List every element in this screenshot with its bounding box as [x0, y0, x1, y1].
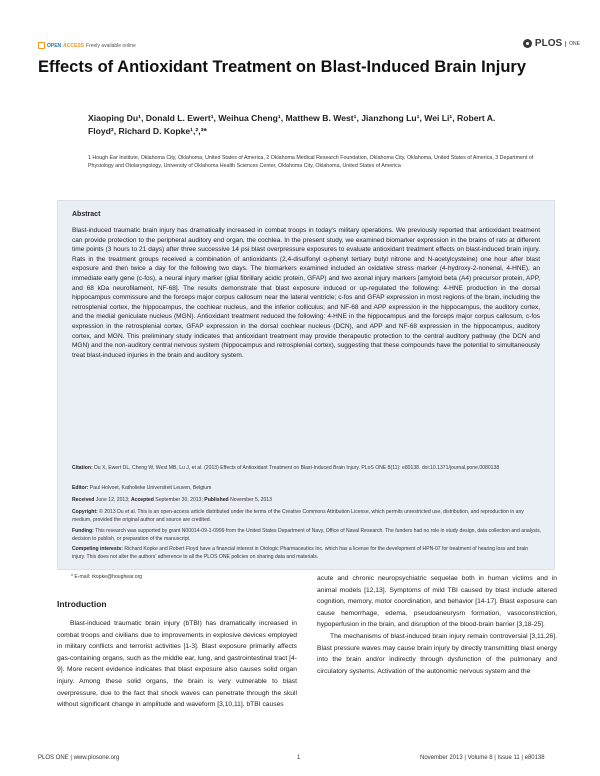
- citation: [72, 465, 542, 473]
- received-date: June 12, 2013;: [95, 497, 130, 503]
- funding: [72, 528, 542, 543]
- abstract-text: Blast-induced traumatic brain injury has dramatically increased in combat troops in today's military operations. We previously reported that antioxidant treatment can provide protection to the peripheral auditory end organ, the cochlea. In the present study, we examined biomarker expression in the brains of rats at different time points (3 hours to 21 days) after three successive 14 psi blast overpressure exposures to evaluate antioxidant treatment effects on blast-induced brain injury. Rats in the treatment groups received a combination of antioxidants (2,4-disulfonyl α-phenyl tertiary butyl nitrone and N-acetylcysteine) one hour after blast exposure and then twice a day for the following two days. The biomarkers examined included an oxidative stress marker (4-hydroxy-2-nonenal, 4-HNE), an immediate early gene (c-fos), a neural injury marker (glial fibrillary acidic protein, GFAP) and two axonal injury markers [amyloid beta (A4) precursor protein, APP, and 68 kDa neurofilament, NF-68]. The results demonstrate that blast exposure induced or up-regulated the following: 4-HNE production in the dorsal hippocampus commissure and the forceps major corpus callosum near the lateral ventricle; c-fos and GFAP expression in most regions of the brain, including the retrosplenial cortex, the hippocampus, the cochlear nucleus, and the inferior colliculus; and NF-68 and APP expression in the hippocampus, the auditory cortex, and the medial geniculate nucleus (MGN). Antioxidant treatment reduced the following: 4-HNE in the hippocampus and the forceps major corpus callosum, c-fos expression in the retrosplenial cortex, GFAP expression in the dorsal cochlear nucleus (DCN), and APP and NF-68 expression in the hippocampus, auditory cortex, and MGN. This preliminary study indicates that antioxidant treatment may provide therapeutic protection to the central auditory pathway (the DCN and MGN) and the non-auditory central nervous system (hippocampus and retrosplenial cortex), suggesting that these compounds have the potential to simultaneously treat blast-induced injuries in the brain and auditory system.: [72, 227, 540, 359]
- copyright: [72, 509, 542, 524]
- corresponding-email[interactable]: * E-mail: rkopke@houghear.org: [71, 574, 143, 580]
- funding-label: Funding:: [72, 528, 94, 534]
- free-label: Freely available online: [86, 42, 136, 49]
- published-label: Published: [204, 497, 229, 503]
- accepted-date: September 30, 2013;: [155, 497, 203, 503]
- open-access-badge: [38, 42, 136, 49]
- plos-logo-icon: [523, 39, 532, 48]
- intro-column-1: Blast-induced traumatic brain injury (bTBI) has dramatically increased in combat troops and civilians due to improvements in explosive devices employed in military conflicts and terrorist activities [1-3]. Blast exposure primarily affects gas-containing organs, such as the middle ear, lung, and gastrointestinal tract [4-9]. More recent evidence indicates that blast exposure also causes solid organ injury. Among these solid organs, the brain is very vulnerable to blast overpressure, due to the fact that shock waves can penetrate through the skull without significant change in amplitude and waveform [3,10,11]. bTBI causes: [57, 620, 297, 709]
- copyright-text: © 2013 Du et al. This is an open-access article distributed under the terms of the Creative Commons Attribution License, which permits unrestricted use, distribution, and reproduction in any medium, provided the original author and source are credited.: [72, 509, 524, 523]
- citation-text: Du X, Ewert DL, Cheng W, West MB, Lu J, et al. (2013) Effects of Antioxidant Treatment on Blast-Induced Brain Injury. PLoS ONE 8(11): e80138. doi:10.1371/journal.pone.0080138: [94, 465, 500, 471]
- author-list: [88, 112, 558, 138]
- footer-journal[interactable]: PLOS ONE | www.plosone.org: [38, 755, 120, 761]
- dates: [72, 497, 542, 505]
- author-line-1: Xiaoping Du¹, Donald L. Ewert¹, Weihua Cheng¹, Matthew B. West¹, Jianzhong Lu¹, Wei Li¹, Robert A.: [88, 113, 496, 123]
- published-date: November 5, 2013: [230, 497, 272, 503]
- intro-paragraph-continued: acute and chronic neuropsychiatric sequelae both in human victims and in animal models [12,13]. Symptoms of mild TBI caused by blast include altered cognition, memory, motor coordination, and behavior [14-17]. Blast exposure can cause hemorrhage, edema, pseudoaneurysm formation, vasoconstriction, hypoperfusion in the brain, and disruption of the blood-brain barrier [3,18-25].: [317, 575, 557, 629]
- funding-text: This research was supported by grant N00014-09-1-0999 from the United States Department of Navy, Office of Naval Research. The funders had no role in study design, data collection and analysis, decision to publish, or preparation of the manuscript.: [72, 528, 542, 542]
- journal-logo: [523, 38, 580, 49]
- intro-column-2: [317, 573, 557, 677]
- journal-word: PLOS: [534, 38, 563, 49]
- intro-paragraph-2: The mechanisms of blast-induced brain injury remain controversial [3,11,26]. Blast pressure waves may cause brain injury by directly transmitting blast energy into the brain and/or indirectly through dysfunction of the pulmonary and circulatory systems. Activation of the autonomic nervous system and the: [317, 632, 557, 675]
- access-label: ACCESS: [63, 42, 85, 49]
- article-title: Effects of Antioxidant Treatment on Blast-Induced Brain Injury: [38, 58, 527, 76]
- received-label: Received: [72, 497, 95, 503]
- page-number: 1: [297, 755, 301, 761]
- editor-text: Paul Holvoet, Katholieke Universiteit Leuven, Belgium: [89, 485, 212, 491]
- affiliations: 1 Hough Ear Institute, Oklahoma City, Oklahoma, United States of America, 2 Oklahoma Medical Research Foundation, Oklahoma City, Oklahoma, United States of America, 3 Department of Physiology and Otolaryngology, University of Oklahoma Health Sciences Center, Oklahoma City, Oklahoma, United States of America: [88, 155, 534, 169]
- editor-label: Editor:: [72, 485, 89, 491]
- author-line-2: Floyd², Richard D. Kopke¹,²,³*: [88, 126, 207, 136]
- open-lock-icon: [38, 42, 45, 49]
- footer-issue: November 2013 | Volume 8 | Issue 11 | e80138: [420, 755, 545, 761]
- abstract-box: [57, 200, 555, 570]
- copyright-label: Copyright:: [72, 509, 98, 515]
- competing-label: Competing interests:: [72, 546, 123, 552]
- open-label: OPEN: [47, 42, 62, 49]
- competing-text: Richard Kopke and Robert Floyd have a financial interest in Otologic Pharmaceutics Inc. which has a license for the development of HPN-07 for treatment of hearing loss and brain injury. This does not alter the authors' adherence to all the PLOS ONE policies on sharing data and materials.: [72, 546, 529, 560]
- editor: [72, 485, 542, 493]
- abstract-heading: Abstract: [72, 211, 101, 218]
- citation-label: Citation:: [72, 465, 93, 471]
- competing-interests: [72, 546, 542, 561]
- journal-suffix: ONE: [565, 41, 580, 47]
- introduction-heading: Introduction: [57, 599, 107, 609]
- accepted-label: Accepted: [130, 497, 154, 503]
